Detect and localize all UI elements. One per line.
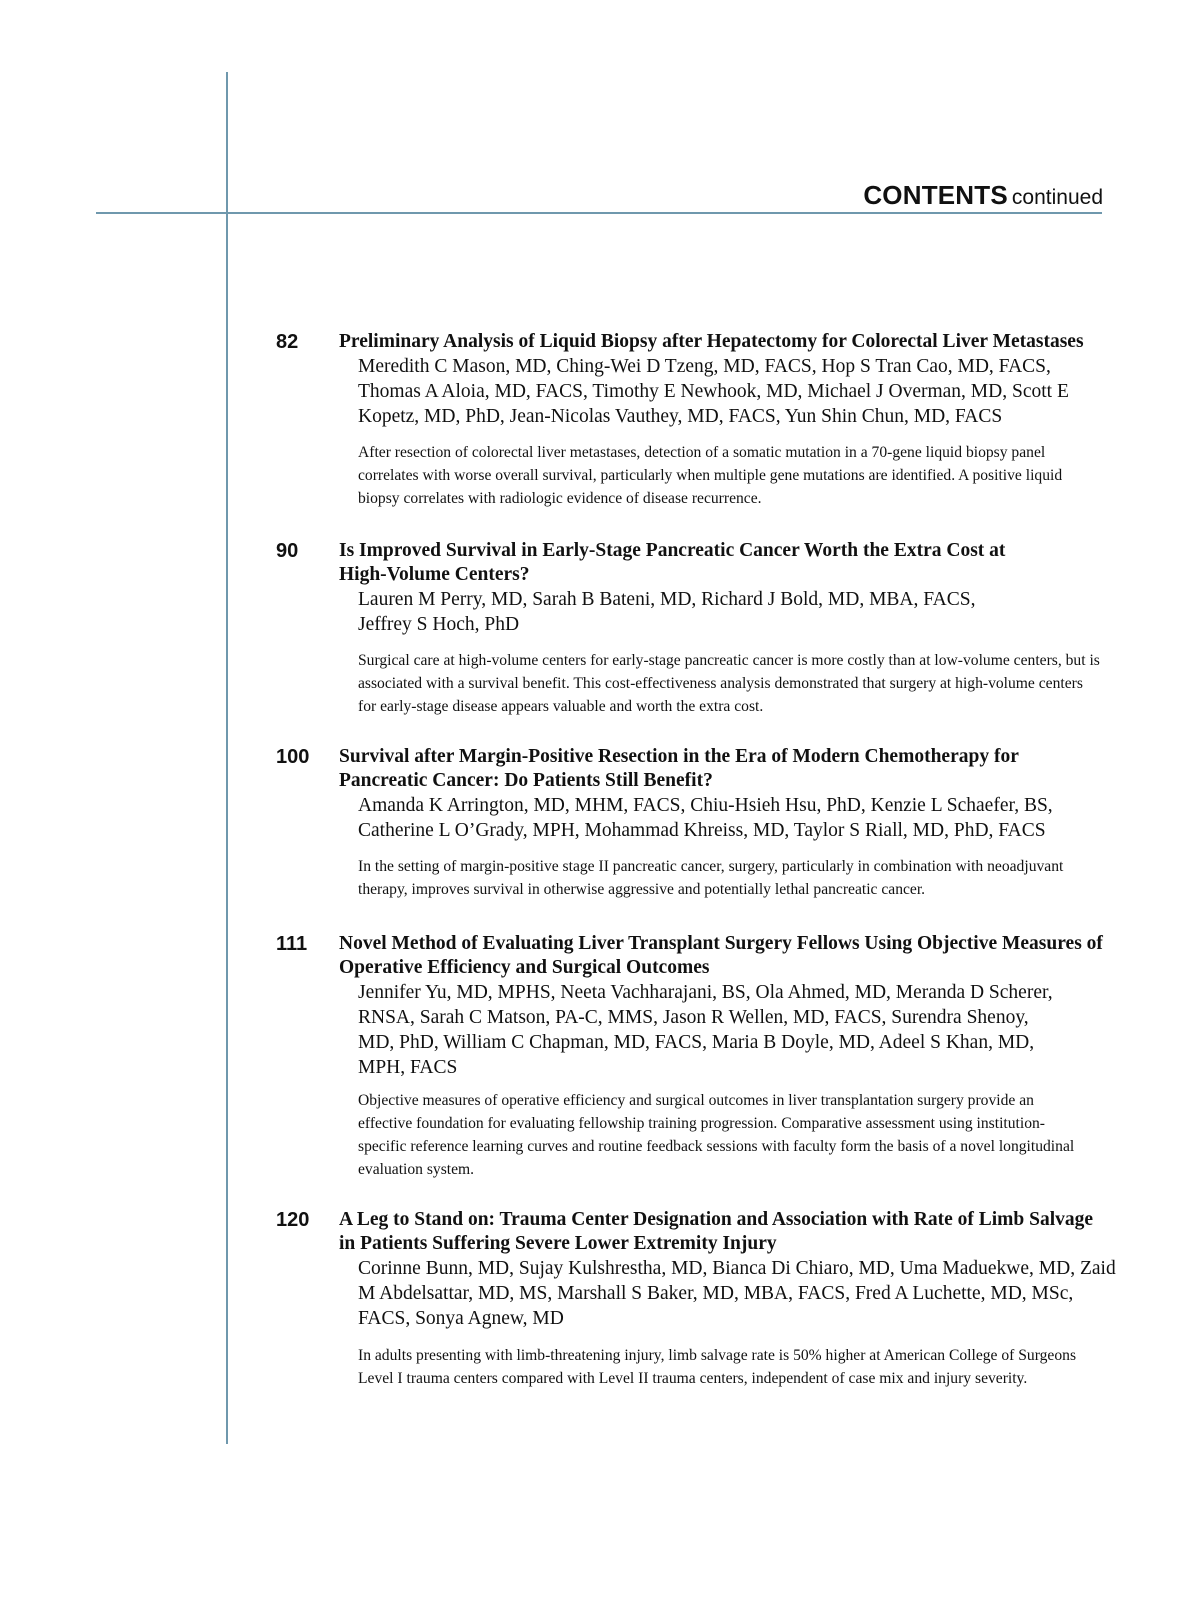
- entry-page-number: 111: [276, 933, 308, 955]
- entry-authors: Amanda K Arrington, MD, MHM, FACS, Chiu-Hsieh Hsu, PhD, Kenzie L Schaefer, BS, Catherine L O’Grady, MPH, Mohammad Khreiss, MD, Taylor S Riall, MD, PhD, FACS: [358, 795, 1053, 841]
- header-label: CONTENTS: [863, 180, 1008, 210]
- entry-authors: Meredith C Mason, MD, Ching-Wei D Tzeng, MD, FACS, Hop S Tran Cao, MD, FACS, Thomas A Aloia, MD, FACS, Timothy E Newhook, MD, Michael J Overman, MD, Scott E Kopetz, MD, PhD, Jean-Nicolas Vauthey, MD, FACS, Yun Shin Chun, MD, FACS: [358, 356, 1069, 427]
- vertical-rule: [226, 72, 228, 1444]
- entry-page-number: 90: [276, 540, 299, 562]
- entry-authors: Corinne Bunn, MD, Sujay Kulshrestha, MD, Bianca Di Chiaro, MD, Uma Maduekwe, MD, Zaid M Abdelsattar, MD, MS, Marshall S Baker, MD, MBA, FACS, Fred A Luchette, MD, MSc, FACS, Sonya Agnew, MD: [358, 1258, 1116, 1329]
- page-header: [863, 180, 1103, 211]
- entry-summary: Objective measures of operative efficiency and surgical outcomes in liver transplantation surgery provide an effective foundation for evaluating fellowship training progression. Comparative assessment using institution-specific reference learning curves and routine feedback sessions with faculty form the basis of a novel longitudinal evaluation system.: [358, 1092, 1075, 1178]
- entry-title[interactable]: Survival after Margin-Positive Resection in the Era of Modern Chemotherapy for Pancreatic Cancer: Do Patients Still Benefit?: [339, 746, 1019, 791]
- entry-page-number: 100: [276, 746, 310, 768]
- entry-title[interactable]: Novel Method of Evaluating Liver Transplant Surgery Fellows Using Objective Measures of Operative Efficiency and Surgical Outcomes: [339, 933, 1103, 978]
- entry-title[interactable]: Preliminary Analysis of Liquid Biopsy after Hepatectomy for Colorectal Liver Metastases: [339, 331, 1084, 352]
- entry-title[interactable]: A Leg to Stand on: Trauma Center Designation and Association with Rate of Limb Salvage in Patients Suffering Severe Lower Extremity Injury: [339, 1209, 1094, 1254]
- entry-summary: After resection of colorectal liver metastases, detection of a somatic mutation in a 70-gene liquid biopsy panel correlates with worse overall survival, particularly when multiple gene mutations are identified. A positive liquid biopsy correlates with radiologic evidence of disease recurrence.: [358, 444, 1063, 507]
- entry-page-number: 120: [276, 1209, 310, 1231]
- header-suffix: continued: [1011, 186, 1103, 209]
- entry-authors: Lauren M Perry, MD, Sarah B Bateni, MD, Richard J Bold, MD, MBA, FACS, Jeffrey S Hoch, PhD: [358, 589, 976, 635]
- entry-title[interactable]: Is Improved Survival in Early-Stage Pancreatic Cancer Worth the Extra Cost at High-Volume Centers?: [339, 540, 1006, 585]
- entry-page-number: 82: [276, 331, 299, 353]
- entry-summary: In adults presenting with limb-threatening injury, limb salvage rate is 50% higher at American College of Surgeons Level I trauma centers compared with Level II trauma centers, independent of case mix and injury severity.: [358, 1347, 1077, 1387]
- entry-authors: Jennifer Yu, MD, MPHS, Neeta Vachharajani, BS, Ola Ahmed, MD, Meranda D Scherer, RNSA, Sarah C Matson, PA-C, MMS, Jason R Wellen, MD, FACS, Surendra Shenoy, MD, PhD, William C Chapman, MD, FACS, Maria B Doyle, MD, Adeel S Khan, MD, MPH, FACS: [358, 982, 1053, 1078]
- entry-summary: In the setting of margin-positive stage II pancreatic cancer, surgery, particularly in combination with neoadjuvant therapy, improves survival in otherwise aggressive and potentially lethal pancreatic cancer.: [358, 858, 1064, 898]
- header-rule: [96, 212, 1102, 214]
- entry-summary: Surgical care at high-volume centers for early-stage pancreatic cancer is more costly than at low-volume centers, but is associated with a survival benefit. This cost-effectiveness analysis demonstrated that surgery at high-volume centers for early-stage disease appears valuable and worth the extra cost.: [358, 652, 1100, 715]
